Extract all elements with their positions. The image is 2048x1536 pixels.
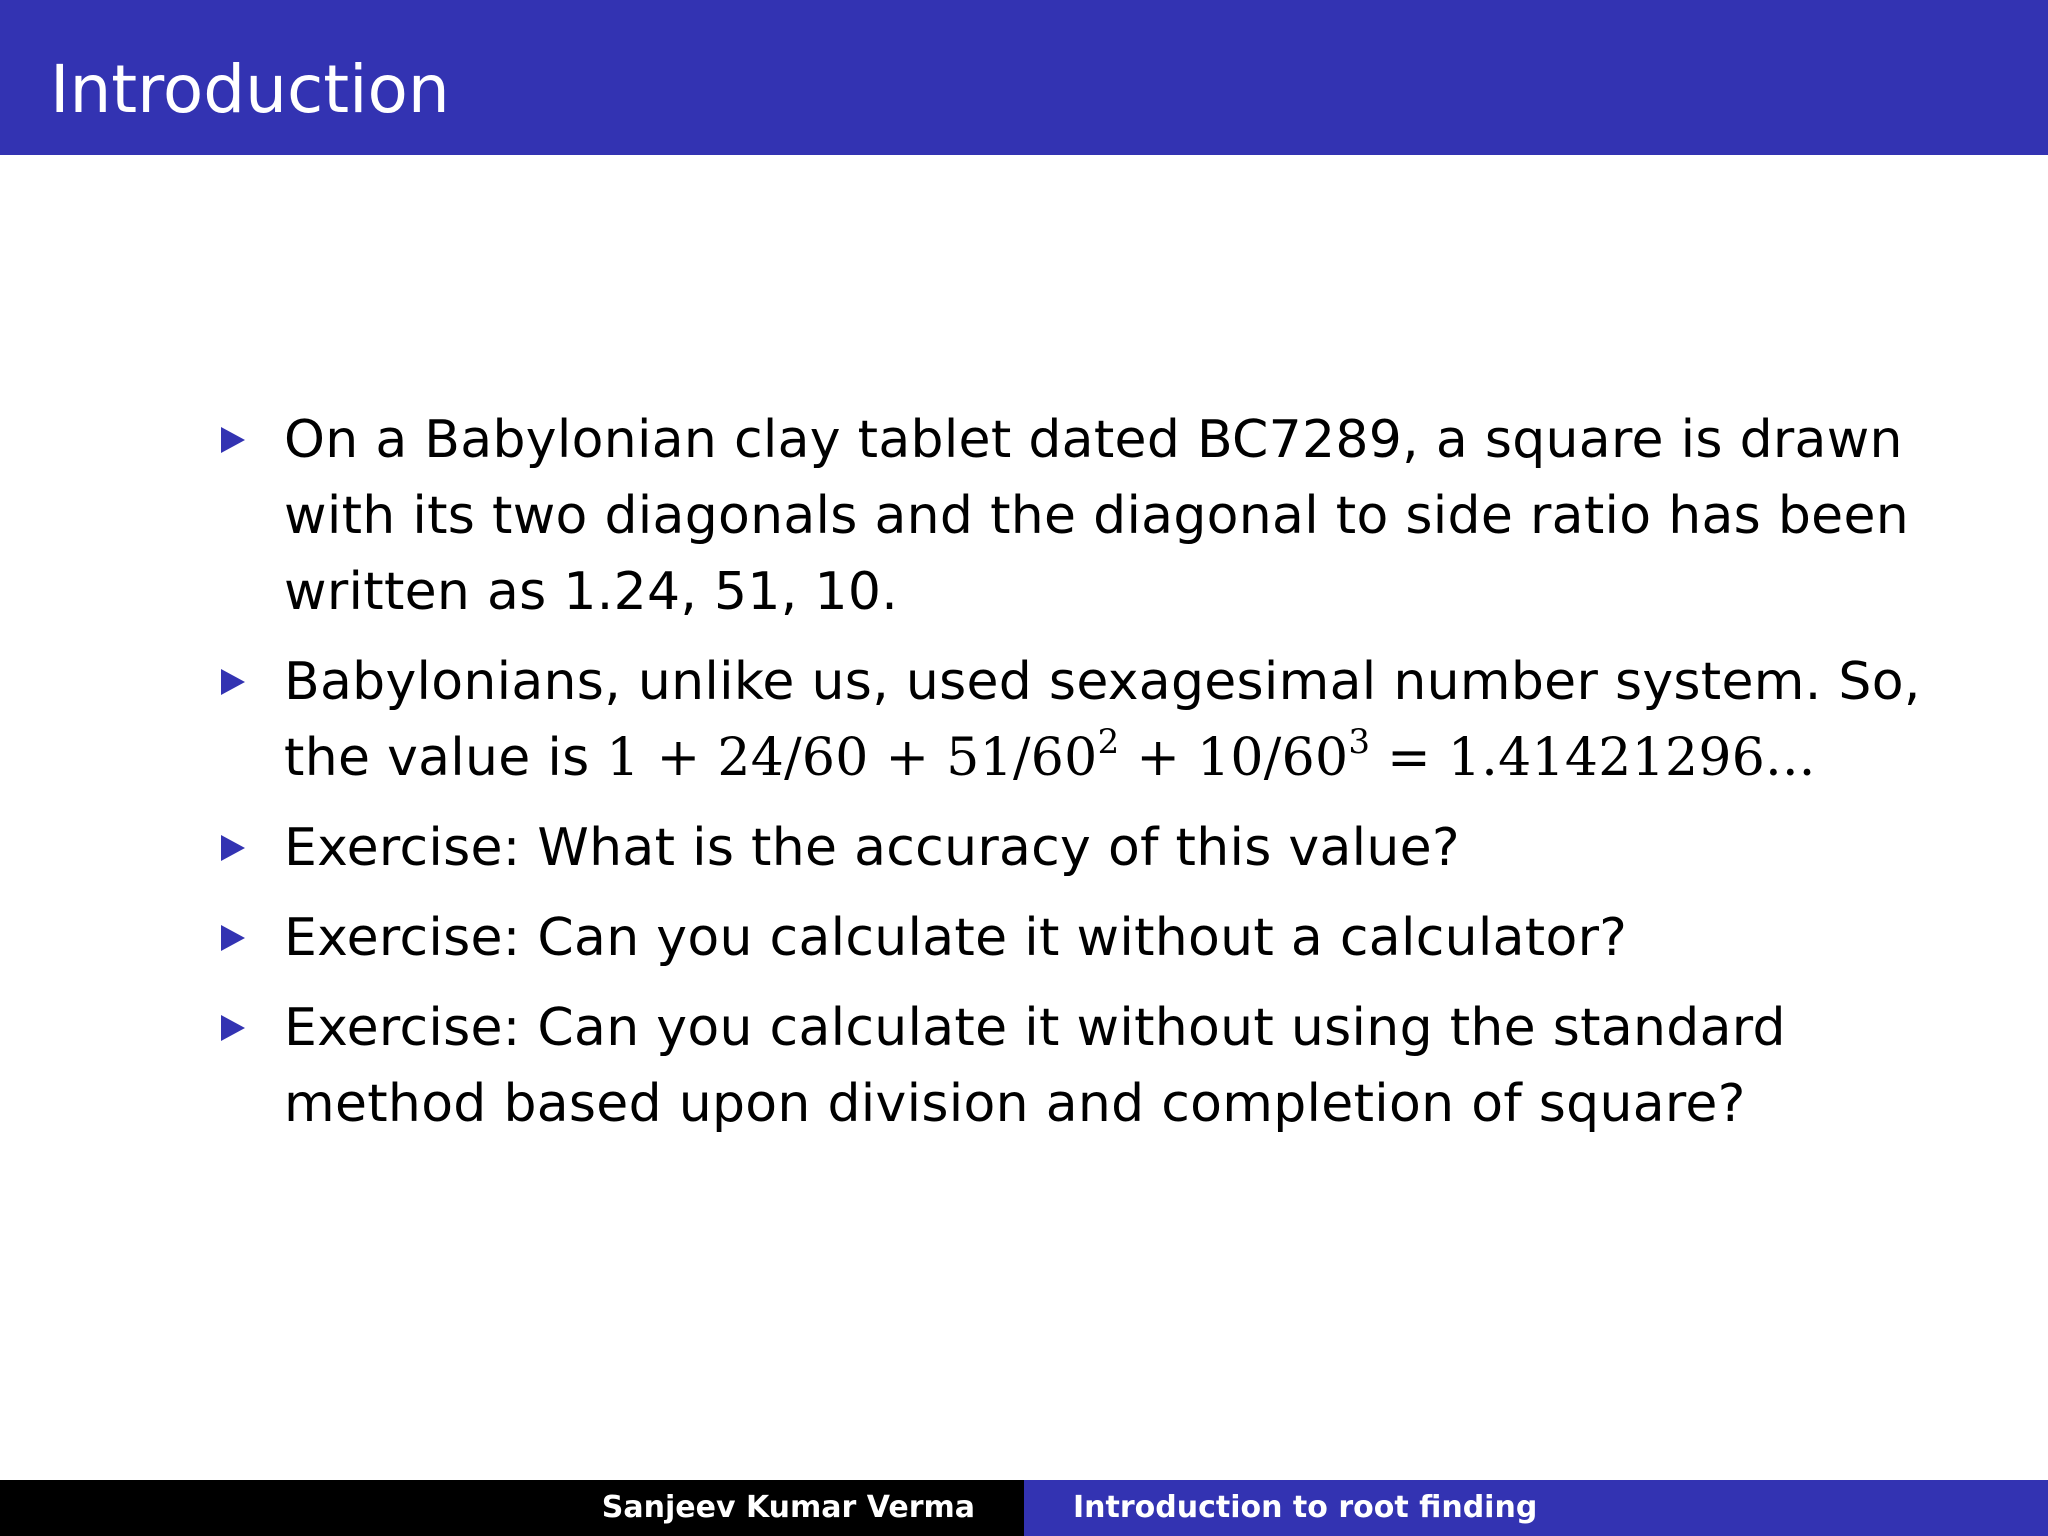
bullet-text	[284, 900, 1906, 976]
frame-title-bar	[0, 0, 2048, 155]
triangle-bullet-icon	[221, 1015, 245, 1041]
bullet-line: with its two diagonals and the diagonal to side ratio has been	[284, 486, 1909, 546]
bullet-math-line	[284, 720, 1906, 796]
bullet-item-sexagesimal	[216, 644, 1921, 796]
bullet-line: method based upon division and completion of square?	[284, 1074, 1746, 1134]
bullet-item-exercise-standard-method	[216, 990, 1906, 1142]
bullet-item-exercise-accuracy	[216, 810, 1906, 886]
bullet-line: Exercise: Can you calculate it without using the standard	[284, 998, 1786, 1058]
slide-content	[216, 402, 1921, 1156]
bullet-line: Babylonians, unlike us, used sexagesimal number system. So,	[284, 652, 1921, 712]
bullet-line: On a Babylonian clay tablet dated BC7289, a square is drawn	[284, 410, 1903, 470]
bullet-line-prefix: the value is	[284, 728, 607, 788]
math-term-c: = 1.41421296...	[1370, 728, 1816, 788]
footer-title-panel	[1024, 1480, 2048, 1536]
triangle-bullet-icon	[221, 669, 245, 695]
frame-title: Introduction	[50, 51, 450, 128]
slide-footer	[0, 1480, 2048, 1536]
bullet-line: Exercise: Can you calculate it without a calculator?	[284, 908, 1628, 968]
footer-talk-title: Introduction to root finding	[1073, 1490, 1538, 1525]
bullet-text	[284, 810, 1906, 886]
math-expression	[606, 721, 1816, 788]
triangle-bullet-icon	[221, 925, 245, 951]
triangle-bullet-icon	[221, 427, 245, 453]
bullet-item-exercise-calculator	[216, 900, 1906, 976]
math-exponent-b: 3	[1348, 721, 1371, 762]
bullet-item-babylonian-tablet	[216, 402, 1909, 630]
bullet-text	[284, 402, 1909, 630]
bullet-text	[284, 644, 1921, 796]
footer-author: Sanjeev Kumar Verma	[601, 1490, 975, 1525]
footer-author-panel	[0, 1480, 1024, 1536]
math-exponent-a: 2	[1097, 721, 1120, 762]
bullet-line: written as 1.24, 51, 10.	[284, 562, 899, 622]
bullet-text	[284, 990, 1906, 1142]
math-term-a: 1 + 24/60 + 51/60	[606, 728, 1098, 788]
triangle-bullet-icon	[221, 835, 245, 861]
bullet-line: Exercise: What is the accuracy of this value?	[284, 818, 1460, 878]
math-term-b: + 10/60	[1119, 728, 1349, 788]
